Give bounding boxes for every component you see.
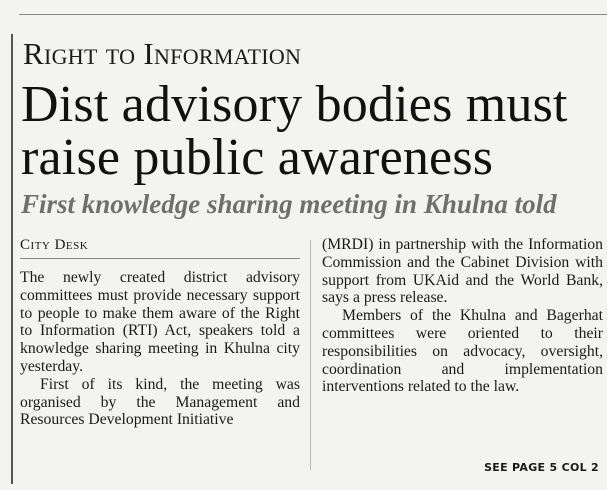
paragraph: The newly created district advisory committees must provide necessary support to people to make them aware of the Right to Information (RTI) Act, speakers told a knowledge sharing meeting in Khulna city yesterday. <box>20 269 300 375</box>
left-rule <box>11 34 13 484</box>
article-column-1 <box>20 269 300 429</box>
column-divider <box>310 240 311 470</box>
top-rule <box>19 14 607 15</box>
byline-rule <box>20 258 300 259</box>
article-column-2 <box>322 236 603 396</box>
continuation-jump: SEE PAGE 5 COL 2 <box>484 461 599 474</box>
headline: Dist advisory bodies must raise public awareness <box>21 76 568 186</box>
paragraph: (MRDI) in partnership with the Information Commission and the Cabinet Division with support from UKAid and the World Bank, says a press release. <box>322 236 603 307</box>
section-kicker: Right to Information <box>23 36 302 71</box>
paragraph: Members of the Khulna and Bagerhat committees were oriented to their responsibilities on advocacy, oversight, coordination and implementation interventions related to the law. <box>322 307 603 396</box>
byline: City Desk <box>20 237 89 253</box>
paragraph: First of its kind, the meeting was organised by the Management and Resources Development Initiative <box>20 375 300 429</box>
subheadline: First knowledge sharing meeting in Khulna told <box>21 189 557 219</box>
